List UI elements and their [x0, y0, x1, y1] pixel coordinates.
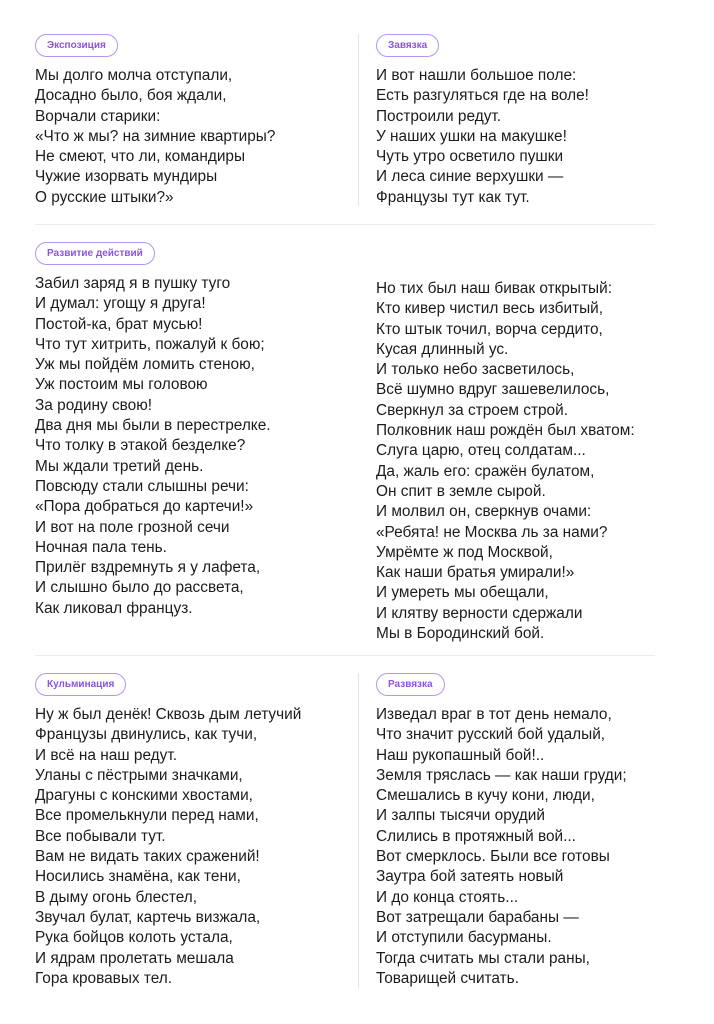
column-climax — [35, 673, 365, 989]
stanza — [35, 66, 365, 208]
verse-line: О русские штыки?» — [35, 188, 174, 206]
verse-line: Уланы с пёстрыми значками, — [35, 766, 243, 784]
verse-line: Драгуны с конскими хвостами, — [35, 787, 253, 805]
stanza — [35, 705, 365, 989]
verse-line: И вот нашли большое поле: — [376, 67, 577, 84]
stage-badge-climax: Кульминация — [35, 673, 126, 696]
verse-line: Уж постоим мы головою — [35, 376, 208, 394]
verse-line: В дыму огонь блестел, — [35, 888, 198, 906]
verse-line: У наших ушки на макушке! — [376, 127, 567, 145]
verse-line: Построили редут. — [376, 107, 502, 125]
verse-line: Французы двинулись, как тучи, — [35, 726, 258, 744]
verse-line: И до конца стоять... — [376, 888, 519, 906]
verse-line: Умрёмте ж под Москвой, — [376, 543, 553, 561]
verse-line: Как ликовал француз. — [35, 599, 193, 617]
verse-line: Что толку в этакой безделке? — [35, 437, 246, 455]
verse-line: Как наши братья умирали!» — [376, 564, 575, 582]
verse-line: Гора кровавых тел. — [35, 969, 173, 987]
verse-line: Кто штык точил, ворча сердито, — [376, 320, 603, 338]
verse-line: И умереть мы обещали, — [376, 584, 549, 602]
verse-line: Ворчали старики: — [35, 107, 161, 125]
column-plot — [376, 34, 706, 208]
verse-line: Но тих был наш бивак открытый: — [376, 280, 612, 297]
stanza — [35, 274, 365, 619]
verse-line: Звучал булат, картечь визжала, — [35, 908, 261, 926]
verse-line: Все промелькнули перед нами, — [35, 807, 259, 825]
verse-line: Вам не видать таких сражений! — [35, 848, 260, 866]
stage-badge-resolution: Развязка — [376, 673, 445, 696]
stanza — [376, 279, 706, 644]
stanza — [376, 66, 706, 208]
verse-line: Постой-ка, брат мусью! — [35, 315, 203, 333]
stage-badge-exposition: Экспозиция — [35, 34, 118, 57]
verse-line: И ядрам пролетать мешала — [35, 949, 234, 967]
verse-line: Не смеют, что ли, командиры — [35, 148, 246, 166]
verse-line: Два дня мы были в перестрелке. — [35, 417, 271, 435]
verse-line: И всё на наш редут. — [35, 746, 177, 764]
verse-line: Сверкнул за строем строй. — [376, 401, 568, 419]
column-rising-action — [35, 242, 365, 619]
verse-line: Земля тряслась — как наши груди; — [376, 766, 627, 784]
verse-line: И слышно было до рассвета, — [35, 579, 244, 597]
verse-line: И отступили басурманы. — [376, 929, 552, 947]
verse-line: Слуга царю, отец солдатам... — [376, 442, 586, 460]
verse-line: И только небо засветилось, — [376, 361, 575, 379]
verse-line: Забил заряд я в пушку туго — [35, 275, 231, 292]
verse-line: Слились в протяжный вой... — [376, 827, 576, 845]
verse-line: Да, жаль его: сражён булатом, — [376, 462, 595, 480]
verse-line: Смешались в кучу кони, люди, — [376, 787, 595, 805]
verse-line: И клятву верности сдержали — [376, 604, 583, 622]
verse-line: Что тут хитрить, пожалуй к бою; — [35, 335, 265, 353]
verse-line: Уж мы пойдём ломить стеною, — [35, 356, 255, 374]
verse-line: Наш рукопашный бой!.. — [376, 746, 545, 764]
verse-line: Мы долго молча отступали, — [35, 67, 233, 84]
verse-line: «Ребята! не Москва ль за нами? — [376, 523, 608, 541]
verse-line: И молвил он, сверкнув очами: — [376, 503, 592, 521]
verse-line: Ночная пала тень. — [35, 538, 167, 556]
verse-line: Есть разгуляться где на воле! — [376, 87, 589, 105]
verse-line: Носились знамёна, как тени, — [35, 868, 241, 886]
column-divider — [358, 673, 359, 989]
stage-badge-rising-action: Развитие действий — [35, 242, 155, 265]
verse-line: Он спит в земле сырой. — [376, 482, 546, 500]
verse-line: Чужие изорвать мундиры — [35, 168, 218, 186]
verse-line: «Что ж мы? на зимние квартиры? — [35, 127, 276, 145]
verse-line: Мы в Бородинский бой. — [376, 625, 545, 643]
verse-line: И леса синие верхушки — — [376, 168, 564, 186]
verse-line: Кто кивер чистил весь избитый, — [376, 300, 604, 318]
verse-line: Французы тут как тут. — [376, 188, 530, 206]
column-rising-action-continued — [376, 242, 706, 644]
stanza — [376, 705, 706, 989]
verse-line: И залпы тысячи орудий — [376, 807, 545, 825]
verse-line: Заутра бой затеять новый — [376, 868, 564, 886]
verse-line: Тогда считать мы стали раны, — [376, 949, 590, 967]
section-divider — [35, 655, 655, 656]
verse-line: Ну ж был денёк! Сквозь дым летучий — [35, 706, 302, 723]
verse-line: Мы ждали третий день. — [35, 457, 204, 475]
verse-line: За родину свою! — [35, 396, 153, 414]
column-resolution — [376, 673, 706, 989]
verse-line: Вот смерклось. Были все готовы — [376, 848, 610, 866]
verse-line: Рука бойцов колоть устала, — [35, 929, 233, 947]
verse-line: Все побывали тут. — [35, 827, 166, 845]
verse-line: Полковник наш рождён был хватом: — [376, 422, 635, 440]
verse-line: «Пора добраться до картечи!» — [35, 498, 254, 516]
column-divider — [358, 34, 359, 206]
section-divider — [35, 224, 655, 225]
stage-badge-plot: Завязка — [376, 34, 439, 57]
verse-line: Всё шумно вдруг зашевелилось, — [376, 381, 610, 399]
verse-line: Досадно было, боя ждали, — [35, 87, 227, 105]
verse-line: И думал: угощу я друга! — [35, 295, 206, 313]
verse-line: Прилёг вздремнуть я у лафета, — [35, 559, 261, 577]
verse-line: Чуть утро осветило пушки — [376, 148, 564, 166]
verse-line: Вот затрещали барабаны — — [376, 908, 579, 926]
column-exposition — [35, 34, 365, 208]
verse-line: Товарищей считать. — [376, 969, 519, 987]
verse-line: И вот на поле грозной сечи — [35, 518, 230, 536]
verse-line: Изведал враг в тот день немало, — [376, 706, 612, 723]
verse-line: Повсюду стали слышны речи: — [35, 477, 249, 495]
verse-line: Кусая длинный ус. — [376, 340, 509, 358]
verse-line: Что значит русский бой удалый, — [376, 726, 606, 744]
